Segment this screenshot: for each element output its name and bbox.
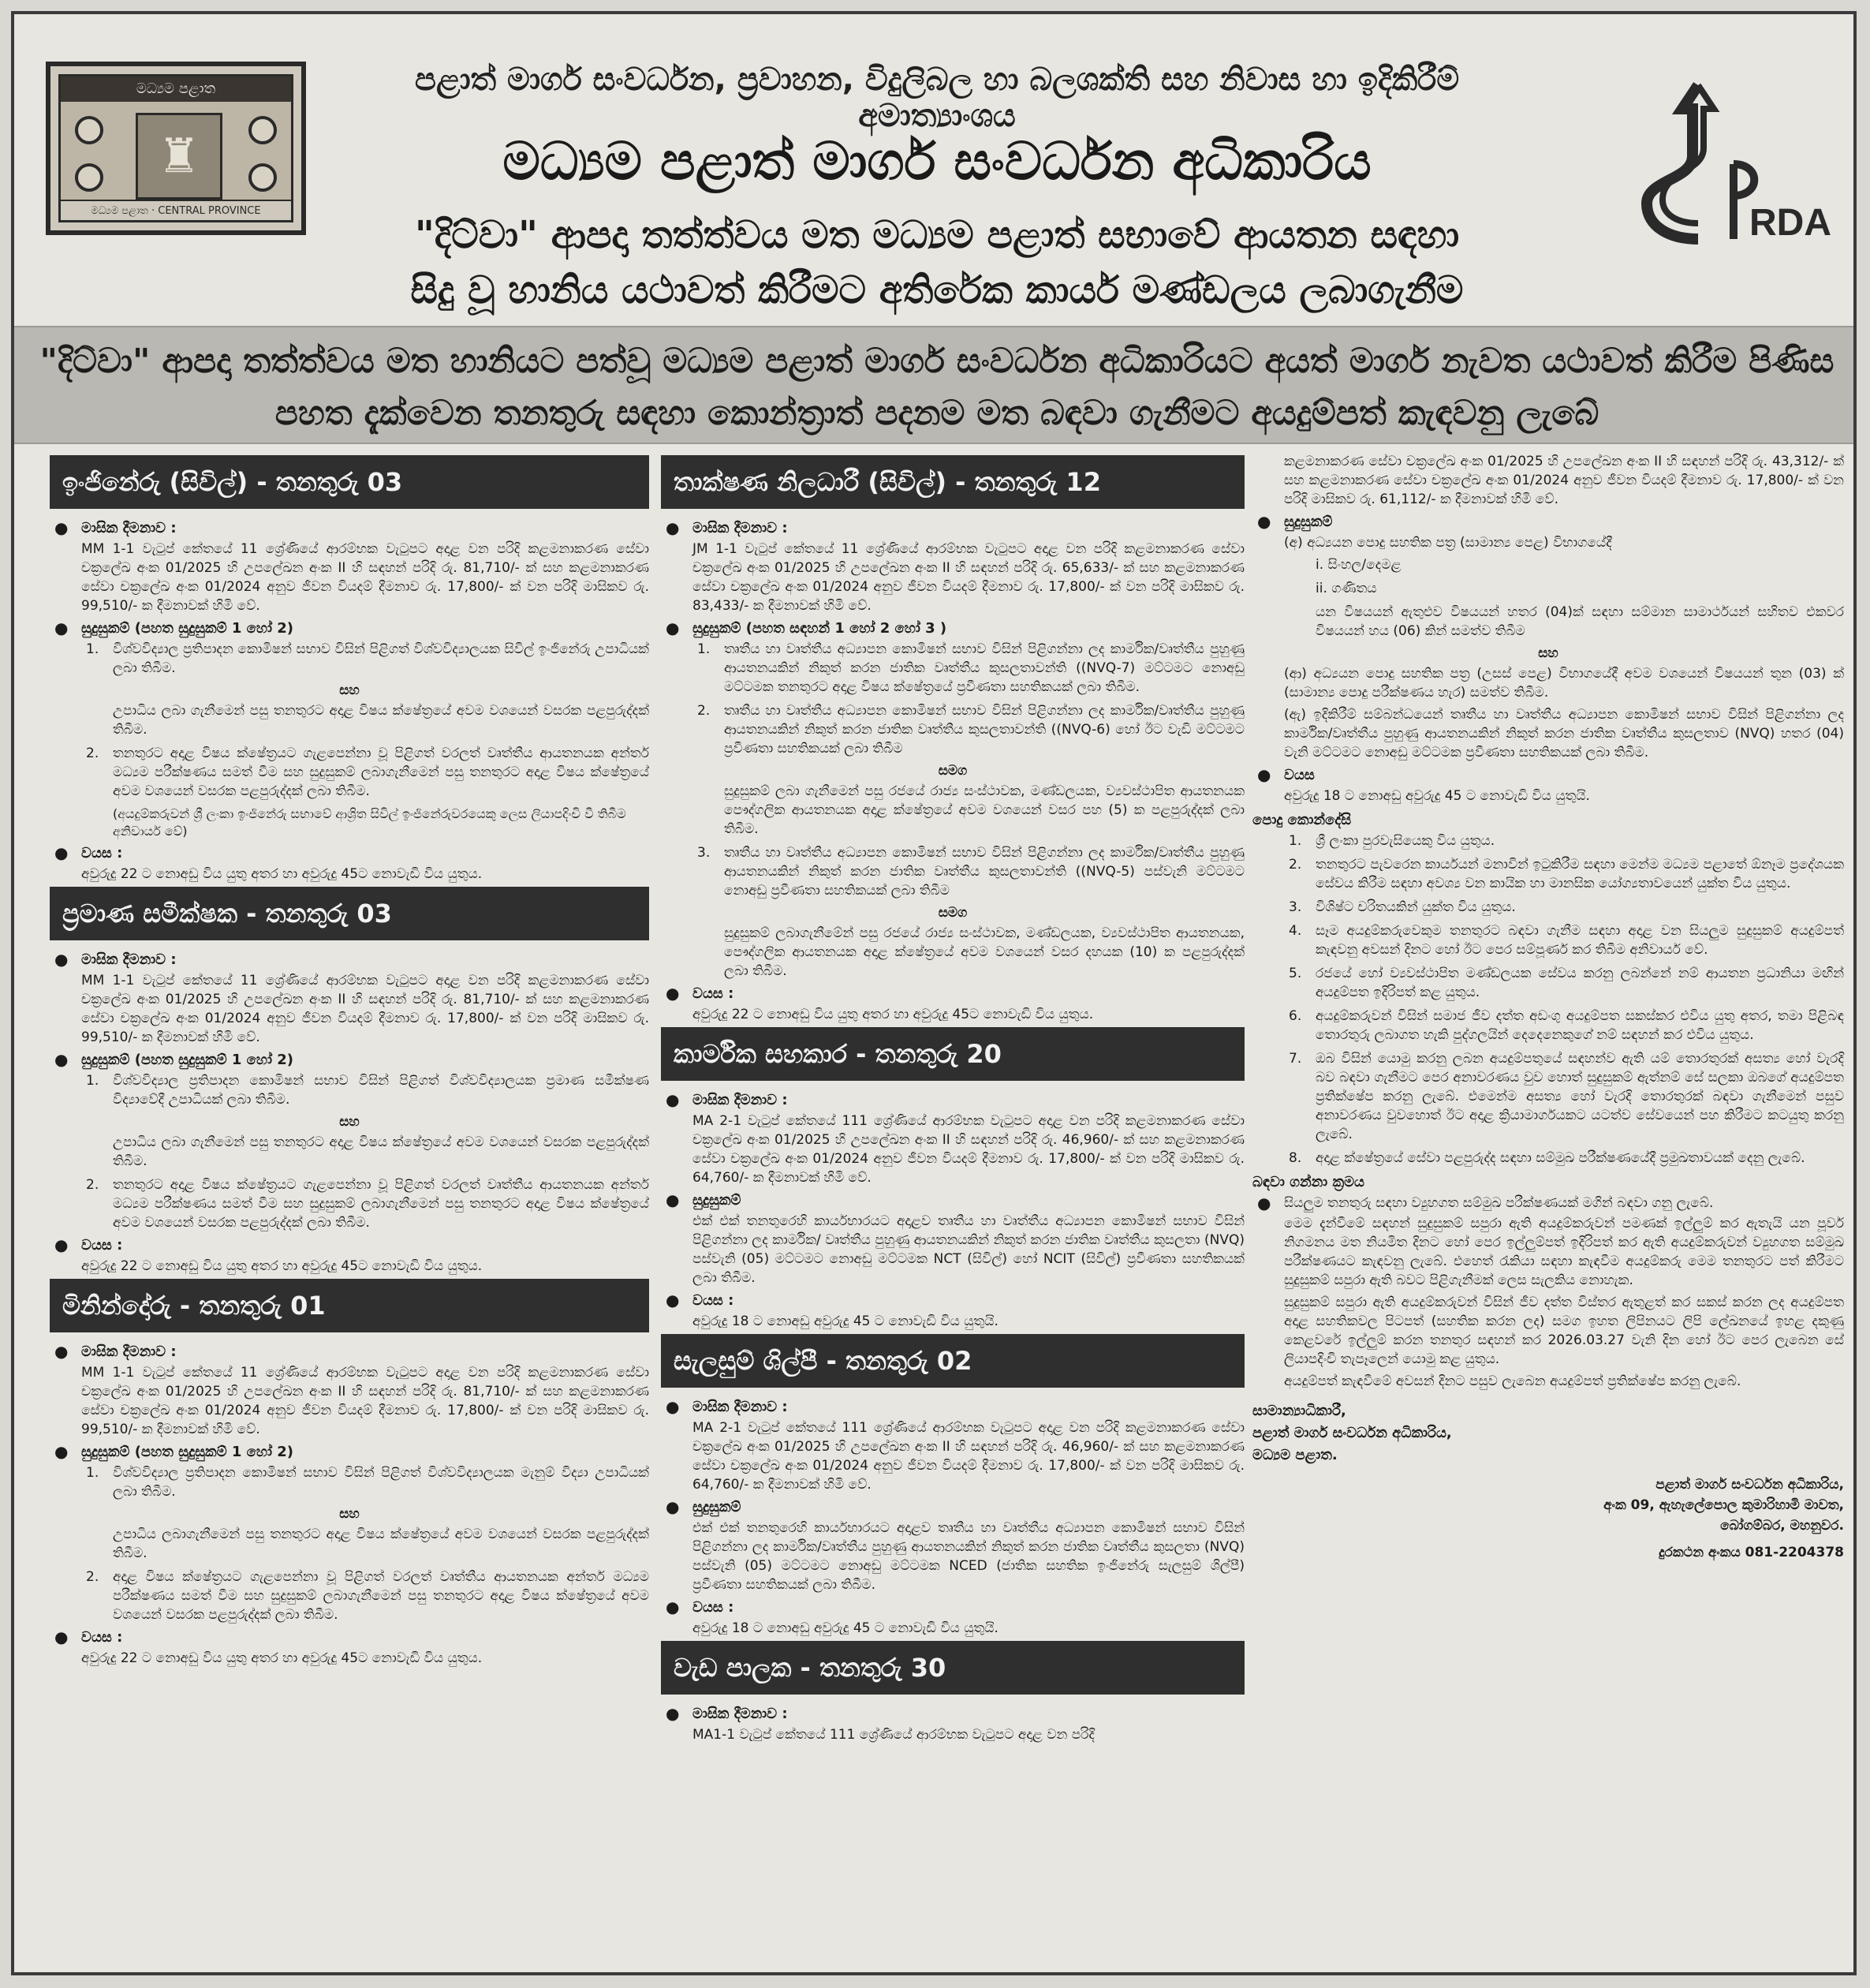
age-text: අවුරුදු 18 ට නොඅඩු අවුරුදු 45 ට නොවැඩි විය යුතුයි. bbox=[692, 1314, 998, 1329]
selection-text: සුදුසුකම් සපුරා ඇති අයදුම්කරුවන් විසින් ජීව දත්ත විස්තර ඇතුළත් කර සකස් කරන ලද අයදුම්පත අදාළ සහතිකවල පිටපත් (සහතික කරන ලද) සමග ඉහත ලිපිනයට ලිපි ලේඛනයේ ඉහළ දකුණු කෙළවරේ ඉල්ලුම් කරන තනතුර සඳහන් කර 2026.03.27 වැනි දින හෝ ඊට පෙර ලැබෙන සේ ලියාපදිංචි තැපෑලෙන් යොමු කළ යුතුය. bbox=[1284, 1295, 1844, 1367]
age-text: අවුරුදු 22 ට නොඅඩු විය යුතු අතර හා අවුරුදු 45ට නොවැඩි විය යුතුය. bbox=[81, 1258, 483, 1274]
and-separator: සහ bbox=[339, 1114, 360, 1130]
qualification-item: උපාධිය ලබා ගැනීමෙන් පසු තනතුරට අදාළ විෂය ක්ෂේත්‍රයේ අවම වශයෙන් වසරක පළපුරුද්දක් තිබීම. bbox=[113, 703, 649, 738]
age-label: ● වයස : bbox=[661, 1599, 1245, 1616]
salary-label: ● මාසික දීමනාව : bbox=[50, 951, 649, 968]
qualification-text: එක් එක් තනතුරෙහි කාර්යභාරයට අදාළව තෘතීය හා වෘත්තීය අධ්‍යාපන කොමිෂන් සභාව විසින් පිළිගන්නා ලද කාර්මික/ වෘත්තීය පුහුණු ආයතනයකින් නිකුත් කරන ජාතික වෘත්තීය කුසලතා (NVQ) පස්වැනි (05) මට්ටමට නොඅඩු මට්ටමක NCT (සිවිල්) හෝ NCIT (සිවිල්) ප්‍රවීණතා සහතිකයක් ලබා තිබීම. bbox=[692, 1213, 1245, 1286]
post-title-engineer: ඉංජිනේරු (සිවිල්) - තනතුරු 03 bbox=[50, 455, 649, 509]
salary-text: MM 1-1 වැටුප් කේතයේ 11 ශ්‍රේණියේ ආරම්භක වැටුපට අදාළ වන පරිදි කළමනාකරණ සේවා චක්‍රලේඛ අංක 01/2025 හි උපලේඛන අංක II හි සඳහන් පරිදි රු. 81,710/- ක් සහ කළමනාකරණ සේවා චක්‍රලේඛ අංක 01/2024 අනුව ජීවන වියදම් දීමනාව රු. 17,800/- ක් වන පරිදි මාසිකව රු. 99,510/- ක දීමනාවක් හිමි වේ. bbox=[81, 541, 649, 614]
post-title-draughtsman: සැලසුම් ශිල්පී - තනතුරු 02 bbox=[661, 1334, 1245, 1388]
age-label: ● වයස : bbox=[50, 845, 649, 861]
qualification-item: 3. තෘතීය හා වෘත්තීය අධ්‍යාපන කොමිෂන් සභාව විසින් පිළිගන්නා ලද කාර්මික/වෘත්තීය පුහුණු ආයතනයකින් නිකුත් කරන ජාතික වෘත්තීය කුසලතාවන්ති ((NVQ-5) පස්වැනි මට්ටමට නොඅඩු ප්‍රවීණතා සහතිකයක් ලබා තිබීම bbox=[697, 845, 1245, 899]
banner-line-2: පහත දැක්වෙන තනතුරු සඳහා කොන්ත්‍රාත් පදනම මත බඳවා ගැනීමට අයදුම්පත් කැඳවනු ලැබේ bbox=[274, 394, 1599, 433]
emblem-bottom-text: මධ්‍යම පළාත · CENTRAL PROVINCE bbox=[61, 200, 291, 220]
salary-label: ● මාසික දීමනාව : bbox=[661, 1706, 1245, 1722]
age-text: අවුරුදු 18 ට නොඅඩු අවුරුදු 45 ට නොවැඩි විය යුතුයි. bbox=[692, 1620, 998, 1636]
advertisement-page bbox=[11, 11, 1857, 1975]
subject-item: i. සිංහල/දෙමළ bbox=[1316, 557, 1402, 573]
qualification-a: (අ) අධ්‍යයන පොදු සහතික පත්‍ර (සාමාන්‍ය පෙළ) විභාගයේදී bbox=[1284, 535, 1612, 551]
post-title-technical-assistant: කාර්මික සහකාර - තනතුරු 20 bbox=[661, 1027, 1245, 1081]
qualifications-label: ● සුදුසුකම් (පහත සුදුසුකම් 1 හෝ 2) bbox=[50, 620, 649, 637]
qualification-item: 1. තෘතීය හා වෘත්තීය අධ්‍යාපන කොමිෂන් සභාව විසින් පිළිගන්නා ලද කාර්මික/වෘත්තීය පුහුණු ආයතනයකින් නිකුත් කරන ජාතික වෘත්තීය කුසලතාවන්ති ((NVQ-7) මට්ටමට නොඅඩු මට්ටමක තනතුරට අදාළ විෂය ක්ෂේත්‍රයේ ප්‍රවීණතා සහතිකයක් ලබා තිබීම. bbox=[697, 641, 1245, 695]
note-text: (අයදුම්කරුවන් ශ්‍රී ලංකා ඉංජිනේරු සභාවේ ආශ්‍රිත සිවිල් ඉංජිනේරුවරයෙකු ලෙස ලියාපදිංචි වී තිබීම අනිවාර්ය වේ) bbox=[113, 806, 626, 839]
salary-text: MA1-1 වැටුප් කේතයේ 111 ශ්‍රේණියේ ආරම්භක වැටුපට අදාළ වන පරිදි bbox=[692, 1727, 1095, 1743]
subtitle-line-1: "දිට්වා" ආපදා තත්ත්වය මත මධ්‍යම පළාත් සභාවේ ආයතන සඳහා bbox=[414, 213, 1460, 257]
qualification-item: 1. විශ්වවිද්‍යාල ප්‍රතිපාදන කොමිෂන් සභාව විසින් පිළිගත් විශ්වවිද්‍යාලයක ප්‍රමාණ සමීක්ෂණ විද්‍යාවේදී උපාධියක් ලබා තිබීම. bbox=[86, 1073, 649, 1108]
qualification-item: 2. තනතුරට අදාළ විෂය ක්ෂේත්‍රයට ගැළපෙන්නා වූ පිළිගත් වරලත් වෘත්තීය ආයතනයක අන්තර් මධ්‍යම පරීක්ෂණය සමත් වීම සහ සුදුසුකම් ලබාගැනීමෙන් පසු තනතුරට අදාළ විෂය ක්ෂේත්‍රයේ අවම වශයෙන් වසරක පළපුරුද්දක් ලබා තිබීම. bbox=[86, 746, 649, 799]
and-separator: සහ bbox=[339, 1506, 360, 1522]
salary-label: ● මාසික දීමනාව : bbox=[50, 1343, 649, 1360]
age-text: අවුරුදු 18 ට නොඅඩු අවුරුදු 45 ට නොවැඩි විය යුතුයි. bbox=[1284, 788, 1590, 804]
qualification-item: සුදුසුකම් ලබාගැනීමේන් පසු රජයේ රාජ්‍ය සංස්ථාවක, මණ්ඩලයක, ව්‍යවස්ථාපිත ආයතනයක, පෞද්ගලික ආයතනයක අදාළ ක්ෂේත්‍රයේ අවම වශයෙන් වසර දහයක (10) ක පළපුරුද්දක් ලබා තිබීම. bbox=[724, 925, 1245, 979]
rosette-icon bbox=[248, 116, 277, 144]
notice-banner bbox=[14, 326, 1857, 444]
salary-continuation: කළමනාකරණ සේවා චක්‍රලේඛ අංක 01/2025 හි උපලේඛන අංක II හි සඳහන් පරිදි රු. 43,312/- ක් සහ කළමනාකරණ සේවා චක්‍රලේඛ අංක 01/2024 අනුව ජීවන වියදම් දීමනාව රු. 17,800/- ක් වන පරිදි මාසිකව රු. 61,112/- ක දීමනාවක් හිමි වේ. bbox=[1284, 454, 1844, 507]
rosette-icon bbox=[75, 116, 103, 144]
post-title-work-supervisor: වැඩ පාලක - තනතුරු 30 bbox=[661, 1641, 1245, 1695]
lion-icon: ♜ bbox=[136, 113, 222, 200]
salary-text: MA 2-1 වැටුප් කේතයේ 111 ශ්‍රේණියේ ආරම්භක වැටුපට අදාළ වන පරිදි කළමනාකරණ සේවා චක්‍රලේඛ අංක 01/2025 හි උපලේඛන අංක II හි සඳහන් පරිදි රු. 46,960/- ක් සහ කළමනාකරණ සේවා චක්‍රලේඛ අංක 01/2024 අනුව ජීවන වියදම් දීමනාව රු. 17,800/- ක් වන පරිදි මාසිකව රු. 64,760/- ක දීමනාවක් හිමි වේ. bbox=[692, 1113, 1245, 1186]
post-title-technical-officer: තාක්ෂණ නිලධාරී (සිවිල්) - තනතුරු 12 bbox=[661, 455, 1245, 509]
qualification-item: උපාධිය ලබාගැනීමෙන් පසු තනතුරට අදාළ විෂය ක්ෂේත්‍රයේ අවම වශයෙන් වසරක පළපුරුද්දක් තිබීම. bbox=[113, 1526, 649, 1561]
qualifications-label: ● සුදුසුකම් (පහත සුදුසුකම් 1 හෝ 2) bbox=[50, 1052, 649, 1068]
age-text: අවුරුදු 22 ට නොඅඩු විය යුතු අතර හා අවුරුදු 45ට නොවැඩි විය යුතුය. bbox=[81, 866, 483, 882]
banner-line-1: "දිට්වා" ආපදා තත්ත්වය මත හානියට පත්වූ මධ්‍යම පළාත් මාර්ග සංවර්ධන අධිකාරියට අයත් මාර්ග නැවත යථාවත් කිරීම පිණිස bbox=[39, 342, 1835, 381]
column-3 bbox=[1252, 452, 1844, 1563]
qualifications-label: ● සුදුසුකම් bbox=[1252, 514, 1844, 530]
qualification-c: (ඇ) ඉදිකිරීම් සම්බන්ධයෙන් තෘතීය හා වෘත්තීය අධ්‍යාපන කොමිෂන් සභාව විසින් පිළිගන්නා ලද කාර්මික/වෘත්තීය පුහුණු ආයතනයකින් නිකුත් කරන ජාතික වෘත්තීය කුසලතාව (NVQ) හතර (04) වැනි මට්ටමට නොඅඩු මට්ටමක ප්‍රවීණතා සහතිකයක් ලබා තිබීම. bbox=[1284, 707, 1844, 760]
post-title-surveyor: මිනින්දෝරු - තනතුරු 01 bbox=[50, 1279, 649, 1332]
qualification-item: 2. තෘතීය හා වෘත්තීය අධ්‍යාපන කොමිෂන් සභාව විසින් පිළිගන්නා ලද කාර්මික/වෘත්තීය පුහුණු ආයතනයකින් නිකුත් කරන ජාතික වෘත්තීය කුසලතාවන්ති ((NVQ-6) හෝ ඊට වැඩි මට්ටමට ප්‍රවීණතා සහතිකයක් ලබා තිබීම bbox=[697, 703, 1245, 757]
selection-text: අයදුම්පත් කැඳවීමේ අවසන් දිනට පසුව ලැබෙන අයදුම්පත් ප්‍රතික්ෂේප කරනු ලැබේ. bbox=[1284, 1373, 1741, 1389]
salary-text: MM 1-1 වැටුප් කේතයේ 11 ශ්‍රේණියේ ආරම්භක වැටුපට අදාළ වන පරිදි කළමනාකරණ සේවා චක්‍රලේඛ අංක 01/2025 හි උපලේඛන අංක II හි සඳහන් පරිදි රු. 81,710/- ක් සහ කළමනාකරණ සේවා චක්‍රලේඛ අංක 01/2024 අනුව ජීවන වියදම් දීමනාව රු. 17,800/- ක් වන පරිදි මාසිකව රු. 99,510/- ක දීමනාවක් හිමි වේ. bbox=[81, 973, 649, 1045]
prda-logo bbox=[1623, 69, 1836, 251]
qualifications-label: ● සුදුසුකම් bbox=[661, 1192, 1245, 1209]
qualification-item: උපාධිය ලබා ගැනීමෙන් පසු තනතුරට අදාළ විෂය ක්ෂේත්‍රයේ අවම වශයෙන් වසරක පළපුරුද්දක් තිබීම. bbox=[113, 1134, 649, 1169]
qualification-text: යන විෂයයන් ඇතුළුව විෂයයන් හතර (04)ක් සඳහා සම්මාන සාමාර්ථයන් සහිතව එකවර විෂයයන් හය (06) කින් සමත්ව තිබීම bbox=[1316, 604, 1844, 639]
subject-item: ii. ගණිතය bbox=[1316, 581, 1377, 596]
qualification-item: 2. අදාළ විෂය ක්ෂේත්‍රයට ගැළපෙන්නා වූ පිළිගත් වරලත් වෘත්තීය ආයතනයක අන්තර් මධ්‍යම පරීක්ෂණය සමත් වීම සහ සුදුසුකම් ලබාගැනීමෙන් පසු තනතුරට අදාළ විෂය ක්ෂේත්‍රයේ අවම වශයෙන් වසරක පළපුරුද්දක් ලබා තිබීම. bbox=[86, 1569, 649, 1623]
condition-item: 5. රජයේ හෝ ව්‍යවස්ථාපිත මණ්ඩලයක සේවය කරනු ලබන්නේ නම් ආයතන ප්‍රධානියා මඟින් අයදුම්පත ඉදිරිපත් කළ යුතුය. bbox=[1289, 966, 1844, 1000]
condition-item: 4. සෑම අයදුම්කරුවෙකුම තනතුරට බඳවා ගැනීම සඳහා අදාළ වන සියලුම සුදුසුකම් අයදුම්පත් කැඳවනු අවසන් දිනට හෝ ඊට පෙර සම්පූර්ණ කර තිබීම අනිවාර්ය වේ. bbox=[1289, 923, 1844, 958]
salary-label: ● මාසික දීමනාව : bbox=[661, 520, 1245, 536]
age-label: ● වයස : bbox=[50, 1237, 649, 1254]
selection-method-heading: බඳවා ගන්නා ක්‍රමය bbox=[1252, 1174, 1364, 1190]
post-title-quantity-surveyor: ප්‍රමාණ සමීක්ෂක - තනතුරු 03 bbox=[50, 887, 649, 940]
address-line: බෝගම්බර, මහනුවර. bbox=[1720, 1518, 1844, 1534]
qualification-b: (ආ) අධ්‍යයන පොදු සහතික පත්‍ර (උසස් පෙළ) විභාගයේදී අවම වශයෙන් විෂයයන් තුන (03) ක් (සාමාන්‍ය පොදු පරීක්ෂණය හැර) සමත්ව තිබීම. bbox=[1284, 666, 1844, 701]
central-province-emblem bbox=[46, 62, 306, 235]
salary-label: ● මාසික දීමනාව : bbox=[661, 1092, 1245, 1108]
qualification-item: 1. විශ්වවිද්‍යාල ප්‍රතිපාදන කොමිෂන් සභාව විසින් පිළිගත් විශ්වවිද්‍යාලයක සිවිල් ඉංජිනේරු උපාධියක් ලබා තිබීම. bbox=[86, 641, 649, 676]
address-line: අංක 09, ඇහැලේපොල කුමාරිහාමි මාවත, bbox=[1603, 1497, 1844, 1513]
age-label: ● වයස : bbox=[661, 985, 1245, 1002]
qualification-text: එක් එක් තනතුරෙහි කාර්යභාරයට අදාළව තෘතීය හා වෘත්තීය අධ්‍යාපන කොමිෂන් සභාව විසින් පිළිගන්නා ලද කාර්මික/වෘත්තීය පුහුණු ආයතනයකින් නිකුත් කරන ජාතික වෘත්තීය කුසලතා (NVQ) පස්වැනි (05) මට්ටමට නොඅඩු මට්ටමක NCED (ජාතික සහතික ඉංජිනේරු සැලසුම් ශිල්පී) ප්‍රවීණතා සහතිකයක් ලබා තිබීම. bbox=[692, 1520, 1245, 1593]
signature-line: පළාත් මාර්ග සංවර්ධන අධිකාරිය, bbox=[1252, 1425, 1452, 1441]
and-separator: සමග bbox=[938, 763, 968, 779]
qualification-item: 2. තනතුරට අදාළ විෂය ක්ෂේත්‍රයට ගැළපෙන්නා වූ පිළිගත් වරලත් වෘත්තීය ආයතනයක අන්තර් මධ්‍යම පරීක්ෂණය සමත් වීම සහ සුදුසුකම් ලබාගැනීමෙන් පසු තනතුරට අදාළ විෂය ක්ෂේත්‍රයේ අවම වශයෙන් වසරක පළපුරුද්දක් ලබා තිබීම. bbox=[86, 1177, 649, 1231]
address-line: පළාත් මාර්ග සංවර්ධන අධිකාරිය, bbox=[1655, 1477, 1844, 1493]
selection-text: ● සියලුම තනතුරු සඳහා ව්‍යුහගත සම්මුඛ පරීක්ෂණයක් මගින් බඳවා ගනු ලැබේ. bbox=[1252, 1195, 1844, 1211]
signature-line: මධ්‍යම පළාත. bbox=[1252, 1447, 1338, 1463]
phone-number: දුරකථන අංකය 081-2204378 bbox=[1659, 1545, 1844, 1560]
and-separator: සහ bbox=[339, 682, 360, 698]
and-separator: සමග bbox=[938, 905, 968, 921]
selection-text: මෙම දැන්වීමේ සඳහන් සුදුසුකම් සපුරා ඇති අයදුම්කරුවන් පමණක් ඉල්ලුම් කර ඇතැයි යන පූර්ව නිගමනය මත නියමිත දිනට හෝ පෙර ඉල්ලුම්පත් ඉදිරිපත් කර ඇති අයදුම්කරුවන් ව්‍යුහගත සම්මුඛ පරීක්ෂණයට කැඳවනු ලැබේ. එහෙත් රැකියා සඳහා කැඳවීම අයදුම්කරු මෙම තනතුරට පත් කිරීමට සුදුසුකම් සපුරා ඇති බවට පිළිගැනීමක් ලෙස සැලකිය නොහැක. bbox=[1284, 1216, 1844, 1288]
salary-text: MM 1-1 වැටුප් කේතයේ 11 ශ්‍රේණියේ ආරම්භක වැටුපට අදාළ වන පරිදි කළමනාකරණ සේවා චක්‍රලේඛ අංක 01/2025 හි උපලේඛන අංක II හි සඳහන් පරිදි රු. 81,710/- ක් සහ කළමනාකරණ සේවා චක්‍රලේඛ අංක 01/2024 අනුව ජීවන වියදම් දීමනාව රු. 17,800/- ක් වන පරිදි මාසිකව රු. 99,510/- ක දීමනාවක් හිමි වේ. bbox=[81, 1365, 649, 1437]
salary-text: JM 1-1 වැටුප් කේතයේ 11 ශ්‍රේණියේ ආරම්භක වැටුපට අදාළ වන පරිදි කළමනාකරණ සේවා චක්‍රලේඛ අංක 01/2025 හි උපලේඛන අංක II හි සඳහන් පරිදි රු. 65,633/- ක් සහ කළමනාකරණ සේවා චක්‍රලේඛ අංක 01/2024 අනුව ජීවන වියදම් දීමනාව රු. 17,800/- ක් වන පරිදි මාසිකව රු. 83,433/- ක දීමනාවක් හිමි වේ. bbox=[692, 541, 1245, 614]
age-label: ● වයස : bbox=[661, 1292, 1245, 1309]
salary-text: MA 2-1 වැටුප් කේතයේ 111 ශ්‍රේණියේ ආරම්භක වැටුපට අදාළ වන පරිදි කළමනාකරණ සේවා චක්‍රලේඛ අංක 01/2025 හි උපලේඛන අංක II හි සඳහන් පරිදි රු. 46,960/- ක් සහ කළමනාකරණ සේවා චක්‍රලේඛ අංක 01/2024 අනුව ජීවන වියදම් දීමනාව රු. 17,800/- ක් වන පරිදි මාසිකව රු. 64,760/- ක දීමනාවක් හිමි වේ. bbox=[692, 1420, 1245, 1493]
age-label: ● වයස : bbox=[50, 1629, 649, 1646]
age-text: අවුරුදු 22 ට නොඅඩු විය යුතු අතර හා අවුරුදු 45ට නොවැඩි විය යුතුය. bbox=[692, 1007, 1094, 1022]
column-2 bbox=[661, 452, 1245, 1747]
rosette-icon bbox=[75, 163, 103, 192]
qualification-item: 1. විශ්වවිද්‍යාල ප්‍රතිපාදන කොමිෂන් සභාව විසින් පිළිගත් විශ්වවිද්‍යාලයක මැනුම් විද්‍යා උපාධියක් ලබා තිබීම. bbox=[86, 1465, 649, 1500]
ministry-name: පළාත් මාර්ග සංවර්ධන, ප්‍රවාහන, විදුලිබල හා බලශක්ති සහ නිවාස හා ඉදිකිරීම් අමාත්‍යාංශය bbox=[414, 62, 1460, 134]
signature-line: සාමාන්‍යාධිකාරී, bbox=[1252, 1403, 1346, 1419]
condition-item: 6. අයදුම්කරුවන් විසින් සමාජ ජීව දත්ත අඩංගු අයදුම්පත සකස්කර එවිය යුතු අතර, තමා පිළිබඳ තොරතුරු ලබාගත හැකි පුද්ගලයින් දෙදෙනෙකුගේ නම් සඳහන් කර එවිය යුතුය. bbox=[1289, 1008, 1844, 1043]
qualifications-label: ● සුදුසුකම් bbox=[661, 1499, 1245, 1515]
signature-block bbox=[1252, 1400, 1844, 1467]
salary-label: ● මාසික දීමනාව : bbox=[661, 1399, 1245, 1415]
qualifications-label: ● සුදුසුකම් (පහත සඳහන් 1 හෝ 2 හෝ 3 ) bbox=[661, 620, 1245, 637]
and-separator: සහ bbox=[1538, 645, 1558, 661]
qualification-item: සුදුසුකම් ලබා ගැනීමෙන් පසු රජයේ රාජ්‍ය සංස්ථාවක, මණ්ඩලයක, ව්‍යවස්ථාපිත ආයතනයක පෞද්ගලික ආයතනයක අදාළ ක්ෂේත්‍රයේ අවම වශයෙන් වසර පහ (5) ක පළපුරුද්දක් ලබා තිබීම. bbox=[724, 783, 1245, 837]
age-text: අවුරුදු 22 ට නොඅඩු විය යුතු අතර හා අවුරුදු 45ට නොවැඩි විය යුතුය. bbox=[81, 1650, 483, 1666]
condition-item: 3. විශිෂ්ට චරිතයකින් යුක්ත විය යුතුය. bbox=[1289, 899, 1516, 915]
logo-rda-text: RDA bbox=[1749, 202, 1831, 244]
condition-item: 8. අදාළ ක්ෂේත්‍රයේ සේවා පළපුරුද්ද සඳහා සම්මුඛ පරීක්ෂණයේදී ප්‍රමුඛතාවයක් දෙනු ලැබේ. bbox=[1289, 1150, 1805, 1166]
emblem-top-text: මධ්‍යම පළාත bbox=[61, 77, 291, 102]
column-1 bbox=[50, 452, 649, 1671]
condition-item: 2. තනතුරට පැවරෙන කාර්යයන් මනාවින් ඉටුකිරීම සඳහා මෙන්ම මධ්‍යම පළාතේ ඕනෑම ප්‍රදේශයක සේවය කිරීම සඳහා අවශ්‍ය වන කායික හා මානසික යෝග්‍යතාවයෙන් යුක්ත විය යුතුය. bbox=[1289, 857, 1844, 891]
rosette-icon bbox=[248, 163, 277, 192]
condition-item: 1. ශ්‍රී ලංකා පුරවැසියෙකු විය යුතුය. bbox=[1289, 833, 1495, 849]
authority-title: මධ්‍යම පළාත් මාර්ග සංවර්ධන අධිකාරිය bbox=[502, 131, 1372, 192]
address-block bbox=[1252, 1474, 1844, 1563]
condition-item: 7. ඔබ විසින් යොමු කරනු ලබන අයදුම්පතුයේ සඳහන්ව ඇති යම් තොරතුරක් අසත්‍ය හෝ වැරදි බව බඳවා ගැනීමට පෙර අනාවරණය වුව හොත් සුදුසුකම් ඇත්නම් සේ සලකා ඔබගේ අයදුම්පත ප්‍රතික්ෂේප කරනු ලැබේ. එමෙන්ම අසත්‍ය හෝ වැරදි තොරතුරක් බඳවා ගැනීමෙන් පසුව අනාවරණය වුවහොත් ඊට අදාළ ක්‍රියාමාර්ගයකට යටත්ව සේවයෙන් පහ කිරීමට කටයුතු කරනු ලැබේ. bbox=[1289, 1051, 1844, 1142]
salary-label: ● මාසික දීමනාව : bbox=[50, 520, 649, 536]
age-label: ● වයස bbox=[1252, 767, 1844, 783]
subtitle-line-2: සිදු වූ හානිය යථාවත් කිරීමට අතිරේක කාර්ය මණ්ඩලය ලබාගැනීම bbox=[410, 268, 1464, 312]
general-conditions-heading: පොදු කොන්දේසි bbox=[1252, 812, 1352, 828]
qualifications-label: ● සුදුසුකම් (පහත සුදුසුකම් 1 හෝ 2) bbox=[50, 1444, 649, 1460]
